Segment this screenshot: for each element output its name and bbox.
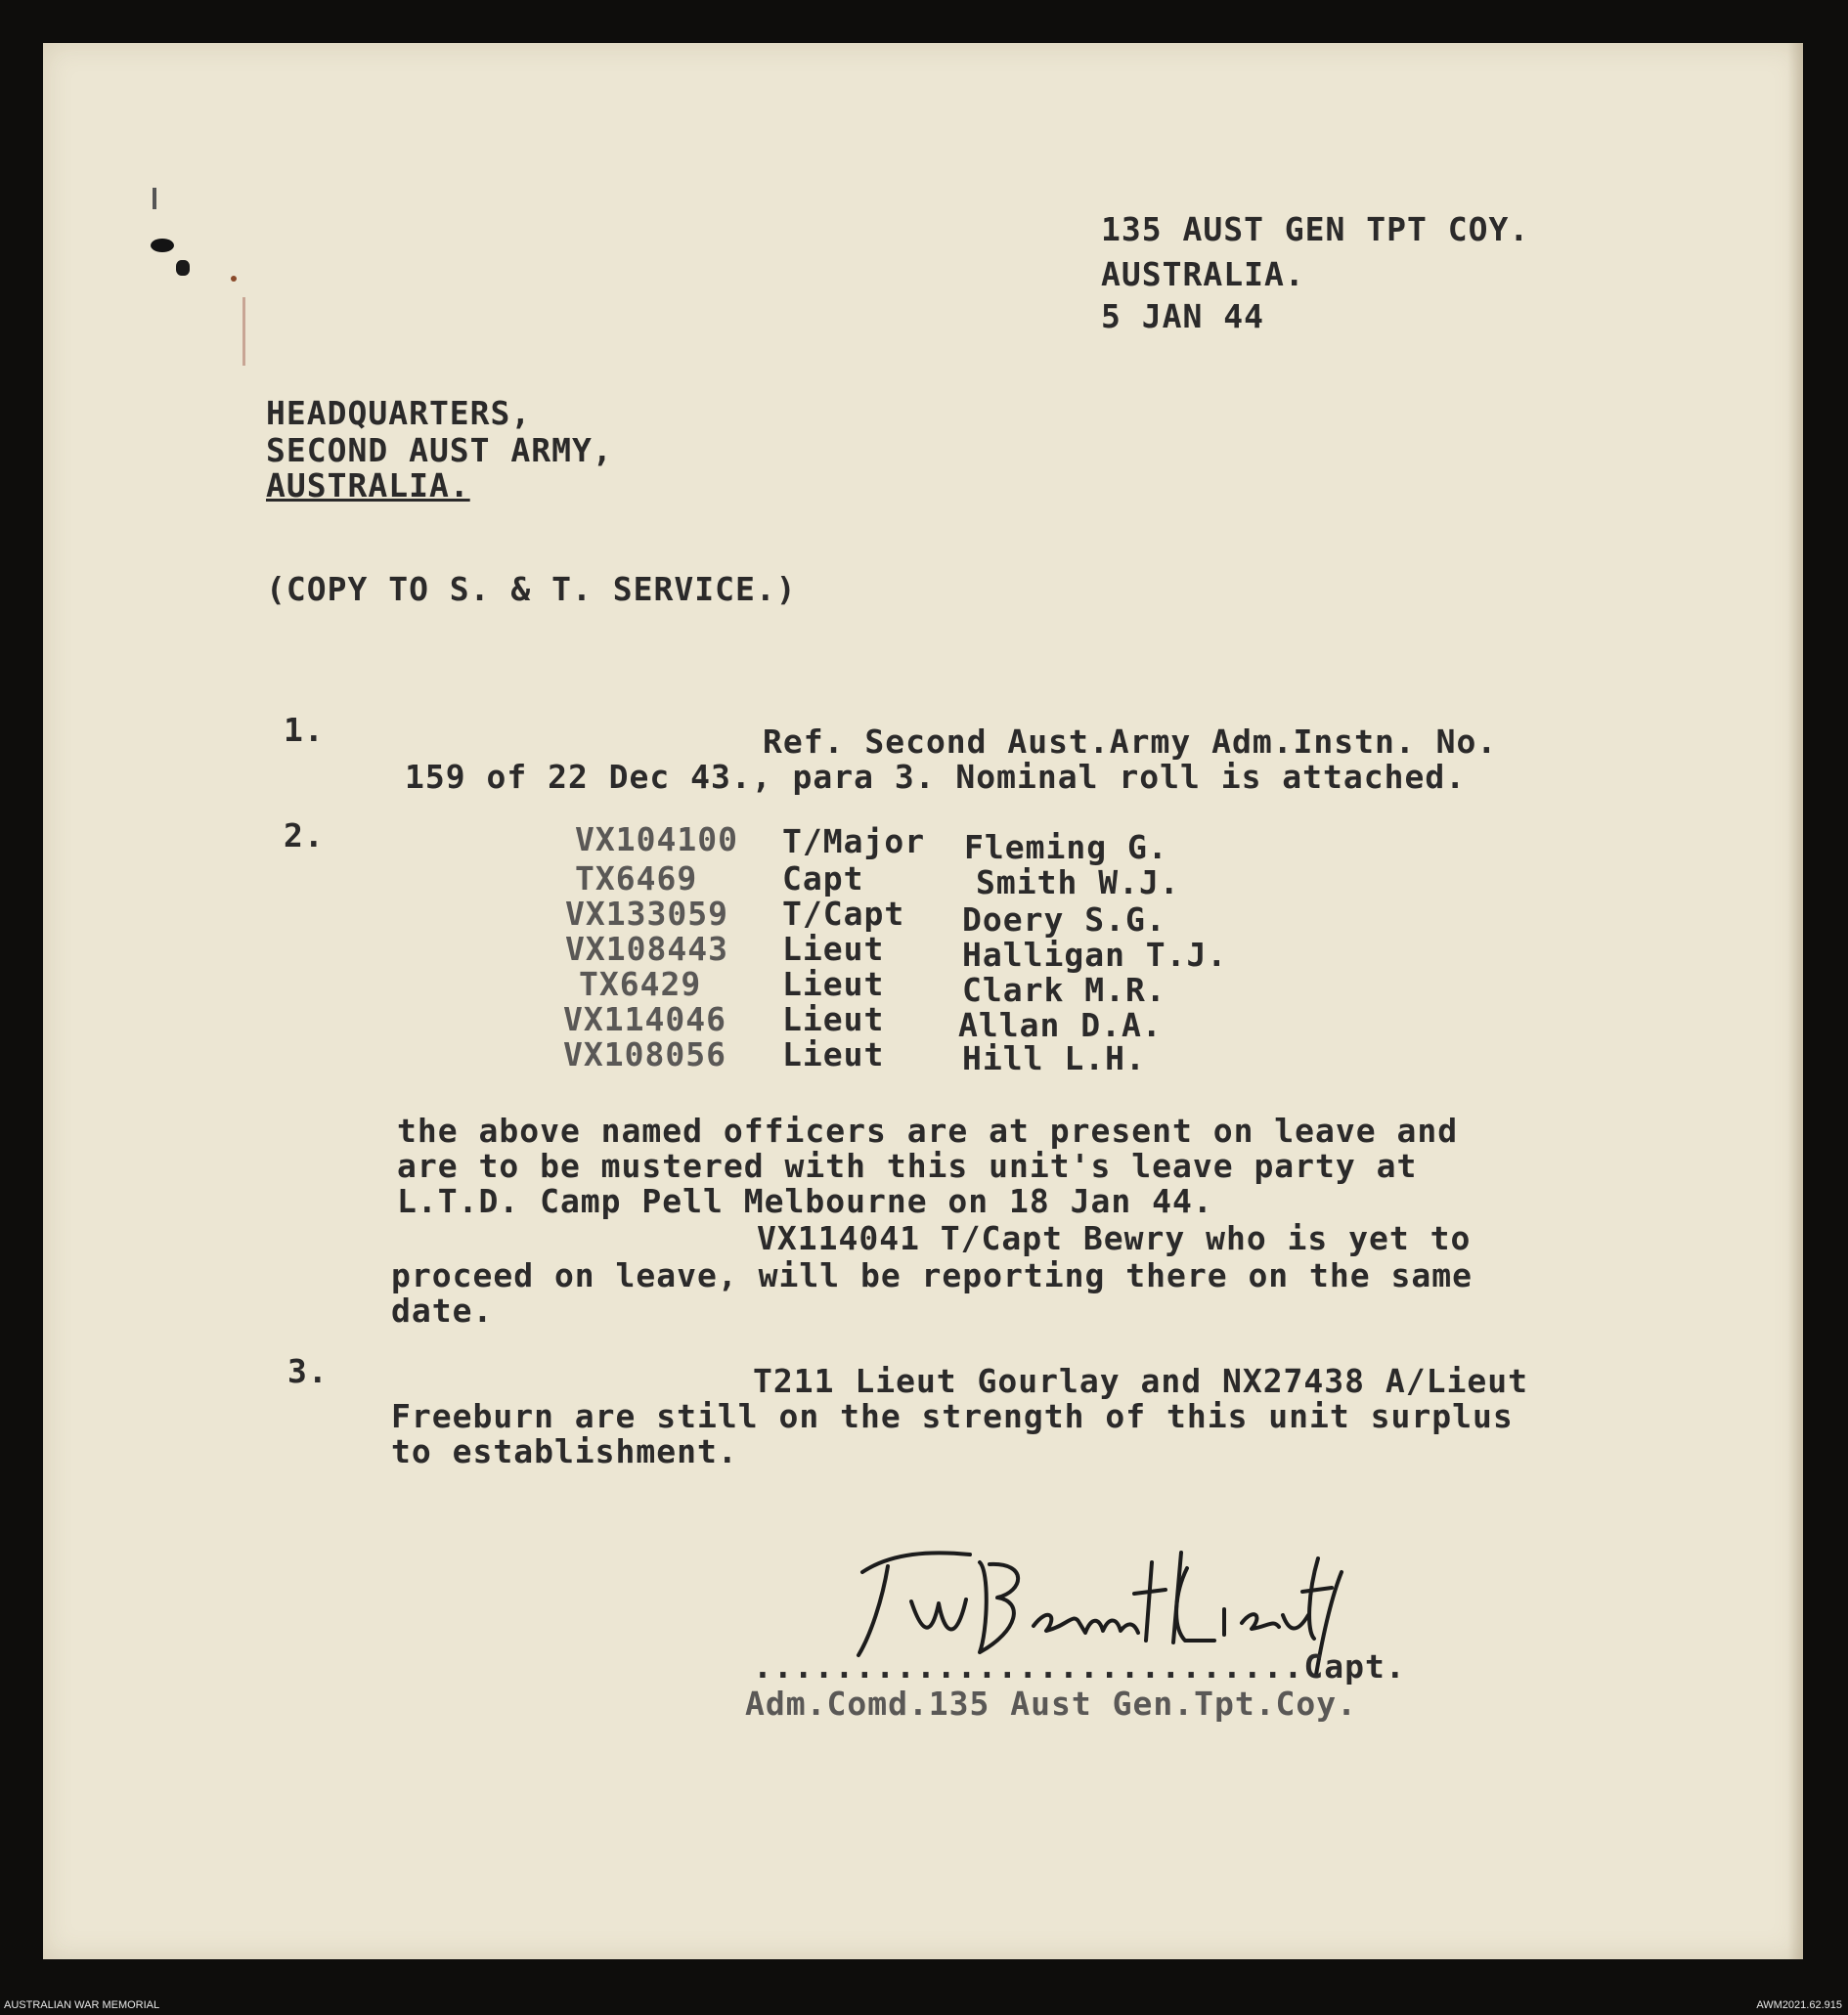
para-1-number: 1. [284,711,325,749]
copy-to-line: (COPY TO S. & T. SERVICE.) [266,570,797,608]
para-3-number: 3. [287,1352,329,1390]
officer-number: VX108443 [565,930,728,968]
para-2-number: 2. [284,816,325,854]
officer-rank: T/Capt [782,895,905,933]
sender-unit: 135 AUST GEN TPT COY. [1101,210,1530,248]
para-3-line-2: Freeburn are still on the strength of this unit surplus [391,1397,1514,1435]
para-1-line-1: Ref. Second Aust.Army Adm.Instn. No. [763,723,1498,761]
officer-number: TX6469 [575,859,698,898]
para-2-text-line-1: the above named officers are at present on leave and [397,1112,1459,1150]
para-1-line-2: 159 of 22 Dec 43., para 3. Nominal roll is attached. [405,758,1467,796]
officer-rank: Capt [782,859,864,898]
letter-date: 5 JAN 44 [1101,297,1264,335]
officer-name: Smith W.J. [976,863,1180,901]
officer-name: Clark M.R. [962,971,1166,1009]
officer-rank: T/Major [782,822,926,860]
sheet-edge-shadow [1787,43,1803,1959]
rust-streak [242,297,245,366]
addressee-line-3: AUSTRALIA. [266,466,470,504]
officer-number: VX108056 [563,1035,726,1073]
punch-hole-mark [151,239,174,252]
footer-institution: AUSTRALIAN WAR MEMORIAL [4,1999,160,2011]
rust-speck [231,276,237,282]
para-2-text-line-3: L.T.D. Camp Pell Melbourne on 18 Jan 44. [397,1182,1213,1220]
officer-name: Halligan T.J. [962,936,1228,974]
officer-name: Doery S.G. [962,900,1166,939]
para-3-line-1: T211 Lieut Gourlay and NX27438 A/Lieut [753,1362,1528,1400]
para-2-text-line-5: proceed on leave, will be reporting there on the same [391,1256,1473,1294]
officer-name: Allan D.A. [958,1006,1163,1044]
addressee-line-2: SECOND AUST ARMY, [266,431,613,469]
para-2-text-line-6: date. [391,1292,494,1330]
officer-number: VX114046 [563,1000,726,1038]
para-2-text-line-2: are to be mustered with this unit's leave party at [397,1147,1418,1185]
officer-number: TX6429 [579,965,702,1003]
sender-location: AUSTRALIA. [1101,255,1305,293]
officer-rank: Lieut [782,930,885,968]
officer-name: Hill L.H. [962,1039,1146,1077]
officer-rank: Lieut [782,1035,885,1073]
punch-hole-mark-2 [176,260,190,276]
signature-title: Adm.Comd.135 Aust Gen.Tpt.Coy. [745,1685,1358,1723]
officer-number: VX104100 [575,820,738,858]
officer-rank: Lieut [782,965,885,1003]
officer-name: Fleming G. [964,828,1168,866]
para-2-text-line-4: VX114041 T/Capt Bewry who is yet to [757,1219,1472,1257]
para-3-line-3: to establishment. [391,1432,738,1470]
footer-accession-number: AWM2021.62.915 [1756,1999,1842,2011]
staple-hole-mark [153,188,156,209]
addressee-line-1: HEADQUARTERS, [266,394,532,432]
officer-rank: Lieut [782,1000,885,1038]
officer-number: VX133059 [565,895,728,933]
signature-dotted-line: ...........................Capt. [753,1647,1406,1686]
